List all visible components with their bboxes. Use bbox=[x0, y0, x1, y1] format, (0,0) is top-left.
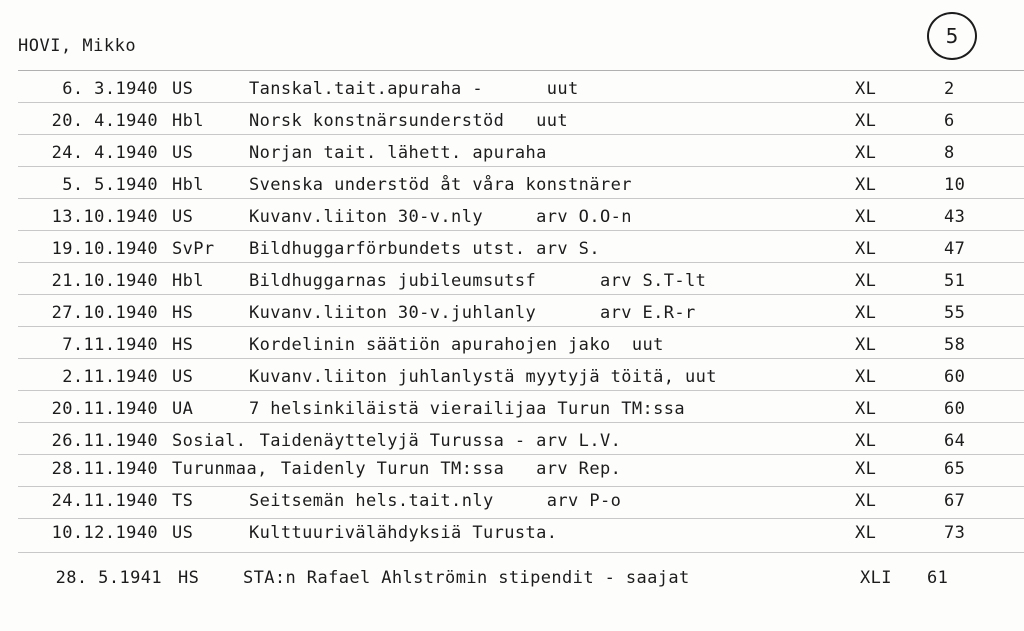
entry-volume: XL bbox=[855, 111, 877, 131]
entry-volume: XL bbox=[855, 491, 877, 511]
entry-volume: XL bbox=[855, 207, 877, 227]
person-name: HOVI, Mikko bbox=[18, 36, 137, 56]
entry-row bbox=[0, 517, 1024, 549]
entry-source: Hbl bbox=[172, 271, 204, 291]
entry-description: Kuvanv.liiton juhlanlystä myytyjä töitä, uut bbox=[249, 367, 717, 387]
entry-source: HS bbox=[172, 303, 194, 323]
entry-page: 43 bbox=[944, 207, 966, 227]
entry-description: Bildhuggarnas jubileumsutsf arv S.T-lt bbox=[249, 271, 707, 291]
entry-date: 28.11.1940 bbox=[51, 459, 158, 479]
entry-source: US bbox=[172, 207, 194, 227]
entry-date: 24.11.1940 bbox=[51, 491, 158, 511]
entry-page: 61 bbox=[927, 568, 949, 588]
entry-page: 67 bbox=[944, 491, 966, 511]
entry-date: 20. 4.1940 bbox=[51, 111, 158, 131]
entry-volume: XL bbox=[855, 143, 877, 163]
entry-source: US bbox=[172, 143, 194, 163]
entry-source: SvPr bbox=[172, 239, 215, 259]
entry-description: Taidenäyttelyjä Turussa - arv L.V. bbox=[249, 431, 622, 451]
entry-date: 26.11.1940 bbox=[51, 431, 158, 451]
entry-source: HS bbox=[172, 335, 194, 355]
entry-date: 7.11.1940 bbox=[62, 335, 158, 355]
entry-date: 13.10.1940 bbox=[51, 207, 158, 227]
entry-date: 27.10.1940 bbox=[51, 303, 158, 323]
entry-page: 65 bbox=[944, 459, 966, 479]
ruled-line bbox=[18, 552, 1024, 553]
entry-page: 10 bbox=[944, 175, 966, 195]
entry-description: 7 helsinkiläistä vierailijaa Turun TM:ssa bbox=[249, 399, 686, 419]
entry-row bbox=[0, 297, 1024, 329]
entry-row bbox=[0, 393, 1024, 425]
entry-volume: XLI bbox=[860, 568, 892, 588]
ruled-line bbox=[18, 70, 1024, 71]
entry-source: US bbox=[172, 79, 194, 99]
entry-source: Hbl bbox=[172, 175, 204, 195]
entry-description: Kuvanv.liiton 30-v.nly arv O.O-n bbox=[249, 207, 632, 227]
entry-description: Tanskal.tait.apuraha - uut bbox=[249, 79, 579, 99]
entry-volume: XL bbox=[855, 175, 877, 195]
entry-source: US bbox=[172, 523, 194, 543]
entry-row bbox=[0, 105, 1024, 137]
entry-row bbox=[0, 453, 1024, 485]
entry-page: 73 bbox=[944, 523, 966, 543]
entry-volume: XL bbox=[855, 399, 877, 419]
entry-page: 51 bbox=[944, 271, 966, 291]
entry-source: HS bbox=[178, 568, 200, 588]
page-number-circle bbox=[927, 12, 977, 60]
entry-page: 55 bbox=[944, 303, 966, 323]
page-number: 5 bbox=[945, 24, 959, 48]
entry-date: 6. 3.1940 bbox=[62, 79, 158, 99]
entry-volume: XL bbox=[855, 459, 877, 479]
entry-row bbox=[0, 485, 1024, 517]
entry-date: 5. 5.1940 bbox=[62, 175, 158, 195]
entry-source: Hbl bbox=[172, 111, 204, 131]
entry-row bbox=[0, 233, 1024, 265]
entry-description: Svenska understöd åt våra konstnärer bbox=[249, 175, 632, 195]
entry-volume: XL bbox=[855, 271, 877, 291]
entry-date: 20.11.1940 bbox=[51, 399, 158, 419]
entry-source: UA bbox=[172, 399, 194, 419]
entry-row bbox=[0, 137, 1024, 169]
entry-source: Sosial. bbox=[172, 431, 247, 451]
entry-volume: XL bbox=[855, 303, 877, 323]
entry-description: Kulttuurivälähdyksiä Turusta. bbox=[249, 523, 558, 543]
entry-volume: XL bbox=[855, 367, 877, 387]
entry-description: Seitsemän hels.tait.nly arv P-o bbox=[249, 491, 622, 511]
entry-description: Kuvanv.liiton 30-v.juhlanly arv E.R-r bbox=[249, 303, 696, 323]
entry-page: 47 bbox=[944, 239, 966, 259]
entry-row bbox=[0, 169, 1024, 201]
entry-volume: XL bbox=[855, 239, 877, 259]
entry-row bbox=[0, 361, 1024, 393]
entry-description: STA:n Rafael Ahlströmin stipendit - saajat bbox=[243, 568, 690, 588]
entry-date: 21.10.1940 bbox=[51, 271, 158, 291]
entry-row bbox=[0, 201, 1024, 233]
entry-date: 24. 4.1940 bbox=[51, 143, 158, 163]
entry-description: Taidenly Turun TM:ssa arv Rep. bbox=[249, 459, 622, 479]
entry-source: Turunmaa, bbox=[172, 459, 268, 479]
entry-source: TS bbox=[172, 491, 194, 511]
entry-volume: XL bbox=[855, 335, 877, 355]
entry-row bbox=[0, 562, 1024, 594]
entry-page: 8 bbox=[944, 143, 955, 163]
entry-page: 60 bbox=[944, 399, 966, 419]
entry-page: 58 bbox=[944, 335, 966, 355]
entry-row bbox=[0, 265, 1024, 297]
entry-volume: XL bbox=[855, 523, 877, 543]
entry-description: Bildhuggarförbundets utst. arv S. bbox=[249, 239, 600, 259]
entry-row bbox=[0, 73, 1024, 105]
entry-volume: XL bbox=[855, 79, 877, 99]
entry-date: 2.11.1940 bbox=[62, 367, 158, 387]
entry-page: 64 bbox=[944, 431, 966, 451]
entry-row bbox=[0, 329, 1024, 361]
entry-source: US bbox=[172, 367, 194, 387]
entry-volume: XL bbox=[855, 431, 877, 451]
entry-date: 10.12.1940 bbox=[51, 523, 158, 543]
entry-page: 60 bbox=[944, 367, 966, 387]
entry-description: Kordelinin säätiön apurahojen jako uut bbox=[249, 335, 664, 355]
entry-date: 28. 5.1941 bbox=[55, 568, 162, 588]
entry-page: 2 bbox=[944, 79, 955, 99]
entry-page: 6 bbox=[944, 111, 955, 131]
entry-date: 19.10.1940 bbox=[51, 239, 158, 259]
entry-description: Norsk konstnärsunderstöd uut bbox=[249, 111, 569, 131]
entry-description: Norjan tait. lähett. apuraha bbox=[249, 143, 547, 163]
